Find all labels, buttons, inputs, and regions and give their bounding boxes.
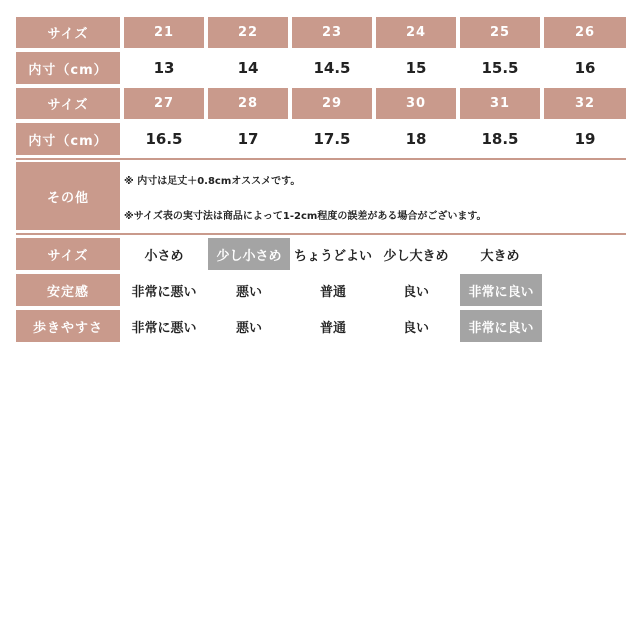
row-label-size-1: サイズ	[16, 17, 120, 48]
inner-value: 15	[376, 52, 456, 84]
rating-option-selected: 非常に良い	[460, 274, 542, 306]
row-label-inner-2: 内寸（cm）	[16, 123, 120, 155]
inner-value: 14.5	[292, 52, 372, 84]
other-label: その他	[16, 162, 120, 230]
size-value: 27	[124, 88, 204, 119]
inner-value: 17	[208, 123, 288, 155]
rating-label-size: サイズ	[16, 238, 120, 270]
rating-option: 悪い	[235, 284, 262, 300]
size-value: 30	[376, 88, 456, 119]
rating-option: 非常に悪い	[131, 320, 197, 336]
inner-value: 15.5	[460, 52, 540, 84]
rating-label-stability: 安定感	[16, 274, 120, 306]
size-value: 24	[376, 17, 456, 48]
divider	[16, 233, 626, 235]
size-value: 22	[208, 17, 288, 48]
size-value: 32	[544, 88, 626, 119]
rating-option: 少し大きめ	[383, 248, 449, 264]
size-value: 25	[460, 17, 540, 48]
size-value: 21	[124, 17, 204, 48]
rating-option: 良い	[402, 320, 429, 336]
inner-value: 14	[208, 52, 288, 84]
rating-option: 悪い	[235, 320, 262, 336]
size-value: 31	[460, 88, 540, 119]
rating-option: 非常に悪い	[131, 284, 197, 300]
rating-option: 大きめ	[480, 248, 520, 264]
size-value: 28	[208, 88, 288, 119]
inner-value: 16	[544, 52, 626, 84]
size-value: 23	[292, 17, 372, 48]
row-label-size-2: サイズ	[16, 88, 120, 119]
inner-value: 18	[376, 123, 456, 155]
rating-option: 普通	[319, 320, 346, 336]
divider	[16, 158, 626, 160]
rating-option: 普通	[319, 284, 346, 300]
rating-option: 小さめ	[144, 248, 184, 264]
rating-option: ちょうどよい	[293, 248, 372, 264]
size-value: 29	[292, 88, 372, 119]
note-inner-size: ※ 内寸は足丈＋0.8cmオススメです。	[124, 176, 301, 187]
rating-option-selected: 少し小さめ	[208, 238, 290, 270]
size-value: 26	[544, 17, 626, 48]
inner-value: 18.5	[460, 123, 540, 155]
inner-value: 16.5	[124, 123, 204, 155]
inner-value: 13	[124, 52, 204, 84]
note-tolerance: ※サイズ表の実寸法は商品によって1-2cm程度の誤差がある場合がございます。	[124, 211, 487, 222]
rating-option-selected: 非常に良い	[460, 310, 542, 342]
inner-value: 17.5	[292, 123, 372, 155]
rating-label-walkability: 歩きやすさ	[16, 310, 120, 342]
rating-option: 良い	[402, 284, 429, 300]
inner-value: 19	[544, 123, 626, 155]
row-label-inner-1: 内寸（cm）	[16, 52, 120, 84]
